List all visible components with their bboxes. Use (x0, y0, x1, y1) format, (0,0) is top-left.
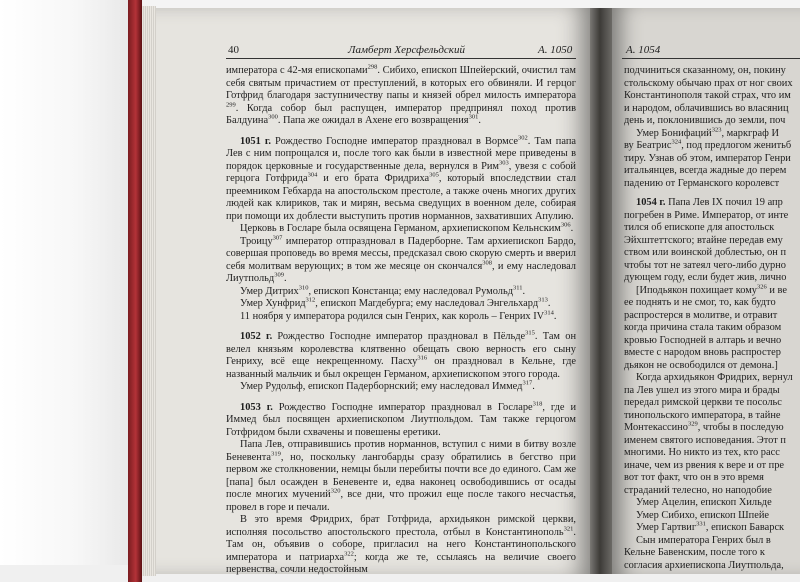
text-run: . (532, 381, 535, 392)
text-run: Константинополя такой страх, что им (624, 90, 791, 101)
page-number: 40 (228, 44, 239, 56)
text-line (624, 260, 800, 273)
text-line (624, 178, 800, 191)
header-rule-left (226, 58, 576, 59)
text-run: Рождество Господне император праздновал в Пёльде (272, 331, 526, 342)
text-line (624, 535, 800, 548)
text-run: Монтекассино (624, 422, 688, 433)
text-run: подчиниться сказанному, он, покину (624, 65, 786, 76)
text-line (624, 385, 800, 398)
text-line (624, 472, 800, 485)
text-run: Кельне Бавенским, после того к (624, 547, 765, 558)
paragraph (226, 311, 576, 324)
text-line (624, 397, 800, 410)
text-run: погребен в Риме. Император, от инте (624, 209, 789, 221)
text-run: Когда архидьякон Фридрих, вернул (636, 372, 793, 383)
text-run: Рождество Господне император праздновал в Вормсе (271, 135, 519, 147)
right-page-text (624, 65, 800, 572)
text-run: , чтобы в последую (697, 422, 784, 433)
footnote-marker: 326 (757, 283, 767, 291)
footnote-marker: 312 (305, 296, 316, 304)
text-run: , увезя с собой герцога Готфрида (226, 160, 576, 184)
text-run: Умер Ацелин, епископ Хильде (636, 497, 772, 508)
text-line (624, 190, 800, 197)
text-line (624, 310, 800, 323)
text-run: Умер Хунфрид (240, 298, 306, 309)
text-run: императора с 42-мя епископами (226, 65, 368, 76)
text-line (624, 140, 800, 153)
year-label: 1053 г. (240, 401, 273, 413)
text-run: кровью Господней в алтарь и вечно (624, 334, 782, 346)
text-run: император отпраздновал в Падерборне. Там архиепископ Бардо, совершая проповедь во время мессы, предсказал свою скорую смерть и вверил себя молитвам верующих; в том же месяце он скончался (226, 235, 576, 272)
text-run: тился об епископе для апостольск (624, 222, 775, 233)
text-run: . (570, 223, 574, 234)
text-line (624, 90, 800, 103)
text-line (624, 322, 800, 335)
text-run: вместе с народом вновь распростер (624, 347, 781, 358)
text-run: Умер Бонифаций (636, 127, 712, 139)
footnote-marker: 317 (522, 379, 533, 387)
text-line (624, 510, 800, 523)
running-title: Ламберт Херсфельдский (348, 44, 465, 56)
text-run: дующем году, если будет жив, лично (624, 272, 787, 283)
text-line (624, 222, 800, 235)
footnote-marker: 315 (525, 329, 535, 337)
text-run: Умер Гартвиг (636, 522, 697, 533)
year-header-right: А. 1054 (626, 44, 661, 56)
scanner-background (0, 0, 128, 582)
text-run: ее поднять и не смог, то, как будто (624, 297, 776, 308)
text-run: чтобы тот не затеял чего-либо дурно (624, 259, 786, 271)
text-run: ством или воинской доблестью, он п (624, 247, 787, 258)
text-run: и его брата Фридриха (317, 173, 430, 184)
text-run: . Папа же ожидал в Ахене его возвращения (277, 115, 469, 126)
text-run: . (522, 285, 526, 297)
text-line (624, 497, 800, 510)
paragraph (226, 439, 576, 514)
text-run: . (547, 298, 551, 309)
text-run: . Там он, объявив о соборе, пригласил на него Константинопольского императора и патриарха (226, 526, 576, 563)
text-run: и народом, облачившись во власяниц (624, 102, 789, 114)
text-run: дьякон не освободился от демона.] (624, 359, 778, 371)
footnote-marker: 331 (696, 520, 706, 528)
year-header-left: А. 1050 (538, 44, 573, 56)
text-run: Папа Лев IX почил 19 апр (665, 197, 783, 208)
paragraph (226, 514, 576, 577)
text-line (624, 422, 800, 435)
footnote-marker: 306 (560, 221, 571, 229)
text-line (624, 435, 800, 448)
text-run: . (553, 310, 557, 322)
text-line (624, 335, 800, 348)
book-gutter (590, 8, 612, 574)
text-line (624, 410, 800, 423)
text-run: , епископ Констанца; ему наследовал Румольд (308, 285, 513, 297)
text-run: ву Беатрис (624, 140, 672, 151)
footnote-marker: 310 (298, 284, 309, 292)
text-run: па Лев ушел из этого мира и брады (624, 384, 780, 396)
text-run: , под предлогом женитьб (681, 140, 792, 151)
text-run: Троицу (240, 235, 273, 247)
footnote-marker: 304 (307, 171, 318, 179)
paragraph (226, 298, 576, 311)
text-run: , все дни, что прожил еще после такого несчастья, провел в горе и печали. (226, 489, 576, 513)
text-run: 11 ноября у императора родился сын Генрих, как король – Генрих IV (240, 310, 545, 322)
text-line (624, 485, 800, 498)
text-line (624, 347, 800, 360)
footnote-marker: 303 (499, 159, 509, 167)
text-line (624, 128, 800, 141)
text-run: , епископ Магдебурга; ему наследовал Энгельхард (315, 298, 539, 309)
text-line (624, 460, 800, 473)
footnote-marker: 311 (513, 284, 523, 292)
text-run: день и, поклонившись до земли, поч (624, 115, 786, 126)
footnote-marker: 308 (482, 259, 492, 267)
left-page-text (226, 65, 576, 577)
text-run: падению от Германского королевст (624, 177, 780, 189)
text-line (624, 372, 800, 385)
year-label: 1052 г. (240, 331, 273, 342)
year-label: 1051 г. (240, 135, 271, 147)
text-run: вот тот факт, что он в это время (624, 472, 764, 483)
paragraph (226, 65, 576, 128)
text-line (624, 247, 800, 260)
text-run: В это время Фридрих, брат Готфрида, архидьякон римской церкви, исполняя посольство апостольского престола, отбыл в Константинополь (226, 514, 576, 538)
footnote-marker: 319 (271, 450, 281, 458)
text-run: и ве (766, 284, 787, 296)
text-run: , епископ Баварск (705, 522, 785, 533)
text-line (624, 447, 800, 460)
footnote-marker: 322 (344, 550, 354, 558)
text-line (624, 210, 800, 223)
year-entry-paragraph (226, 402, 576, 440)
paragraph (226, 286, 576, 299)
text-line (624, 560, 800, 573)
text-run: именем святого исповедания. Этот п (624, 434, 786, 446)
text-run: страданий телесно, но наподобие (624, 484, 772, 496)
text-line (624, 153, 800, 166)
year-label: 1054 г. (636, 197, 666, 208)
text-run: Рождество Господне император праздновал в Госларе (272, 401, 533, 413)
text-run: Умер Дитрих (240, 285, 299, 297)
text-run: . Там он велел князьям королевства клятвенно обещать свою верность его сыну Генриху, всё еще некрещенному. Пасху (226, 331, 576, 367)
footnote-marker: 305 (429, 171, 439, 179)
text-run: . (478, 115, 481, 126)
footnote-marker: 299 (226, 101, 236, 109)
text-run: . Когда собор был распущен, император предпринял поход против Балдуина (226, 102, 576, 126)
text-line (624, 197, 800, 210)
text-run: он праздновал в Кельне, где названный мальчик и был окрещен Германом, архиепископом этого города. (226, 356, 576, 380)
paragraph (226, 236, 576, 286)
text-run: тиру. Узнав об этом, император Генри (624, 152, 791, 164)
text-run: Церковь в Госларе была освящена Германом, архиепископом Кельнским (240, 223, 561, 234)
text-run: . Сибихо, епископ Шпейерский, очистил там себя святым причастием от преступлений, в которых его обвиняли. И герцог Готфрид благодаря заступничеству папы и князей обрел милость императора (226, 65, 576, 101)
footnote-marker: 320 (330, 487, 341, 495)
footnote-marker: 307 (272, 234, 283, 242)
text-run: [Иподьякон похищает кому (636, 284, 758, 296)
text-run: стольскому обычаю прах от ног своих (624, 77, 793, 89)
text-line (624, 165, 800, 178)
text-line (624, 103, 800, 116)
text-line (624, 285, 800, 298)
text-run: , маркграф И (721, 127, 779, 139)
book-cover-edge (128, 0, 142, 582)
footnote-marker: 302 (518, 134, 528, 142)
text-run: тинопольского императора, в тайне (624, 409, 781, 421)
footnote-marker: 300 (268, 113, 278, 121)
footnote-marker: 321 (563, 525, 574, 533)
header-rule-right (622, 58, 800, 59)
text-run: Умер Рудольф, епископ Падерборнский; ему наследовал Иммед (240, 381, 523, 392)
text-line (624, 547, 800, 560)
footnote-marker: 314 (544, 309, 554, 317)
text-run: , где и Иммед был посвящен архиепископом Лиутпольдом. Там также герцогом Готфридом были схвачены и повешены еретики. (226, 401, 577, 438)
footnote-marker: 323 (711, 126, 722, 134)
text-run: Умер Сибихо, епископ Шпейе (636, 509, 769, 521)
footnote-marker: 313 (538, 296, 548, 304)
footnote-marker: 298 (367, 63, 378, 71)
text-run: иначе, чем из рвения к вере и от пре (624, 459, 785, 471)
text-run: Папа Лев, отправившись против норманнов, вступил с ними в битву возле Беневента (226, 439, 576, 463)
text-line (624, 522, 800, 535)
footnote-marker: 329 (687, 420, 698, 428)
text-run: . (283, 273, 287, 284)
text-line (624, 297, 800, 310)
footnote-marker: 318 (532, 400, 543, 408)
text-run: согласия архиепископа Лиутпольда, (624, 559, 784, 571)
text-run: итальянцев, всегда жадные до перем (624, 165, 787, 176)
text-run: многими. Но никто из тех, кто расс (624, 447, 780, 458)
text-line (624, 65, 800, 78)
page-stack-edge (142, 6, 156, 576)
text-line (624, 272, 800, 285)
text-run: , который впоследствии стал преемником Гебхарда на апостольском престоле, а также очень многих других людей как клириков, так и мирян, весьма сведущих в военном деле, собирая при помощи их доблести выступить против норманнов, захвативших Апулию. (226, 173, 576, 222)
footnote-marker: 301 (468, 113, 479, 121)
paragraph (226, 381, 576, 394)
text-line (624, 360, 800, 373)
text-run: Эйхштеттского; втайне передав ему (624, 234, 783, 246)
text-run: , и ему наследовал Лиутпольд (226, 260, 576, 284)
text-run: когда причина стала таким образом (624, 322, 782, 333)
text-run: распростерся в молитве, и отравит (624, 309, 778, 321)
text-run: . Там папа Лев с ним попрощался и, после того как были в известной мере приведены в порядок церковные и государственные дела, вернулся в Рим (226, 135, 577, 172)
footnote-marker: 324 (671, 138, 682, 146)
footnote-marker: 309 (274, 271, 284, 279)
footnote-marker: 316 (417, 354, 428, 362)
text-run: передал римской церкви те посольс (624, 397, 782, 408)
text-run: ; когда же те, ссылаясь на величие своего первенства, сочли недостойным (226, 551, 576, 575)
text-line (624, 78, 800, 91)
year-entry-paragraph (226, 331, 576, 381)
text-line (624, 235, 800, 248)
year-entry-paragraph (226, 136, 576, 224)
text-run: , но, поскольку лангобарды сразу обратились в бегство при первом же столкновении, немцы были перебиты почти все до единого. Сам же [папа] был осажден в Беневенте и, едва наконец освободившись от осады после многих мучений (226, 451, 576, 500)
text-run: Сын императора Генрих был в (636, 534, 771, 546)
